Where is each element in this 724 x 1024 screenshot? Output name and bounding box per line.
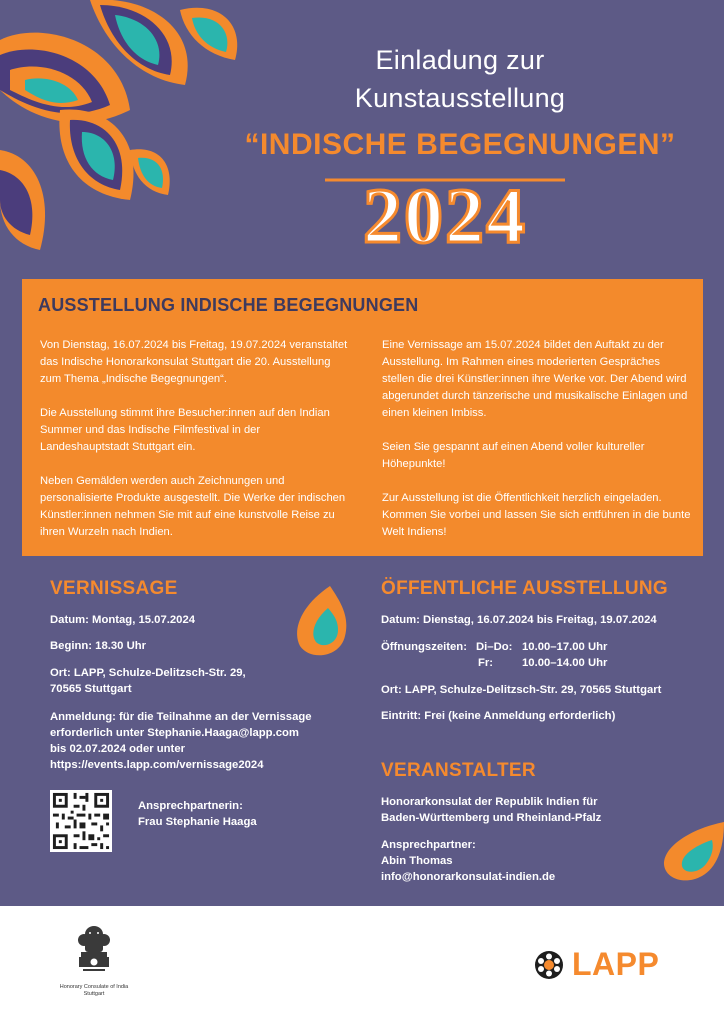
exhibition-entry: Eintritt: Frei (keine Anmeldung erforderlich) <box>381 710 616 722</box>
exhibition-date: Datum: Dienstag, 16.07.2024 bis Freitag, 19.07.2024 <box>381 614 657 626</box>
contact-name: Abin Thomas <box>381 855 453 867</box>
organizer-line: Baden-Württemberg und Rheinland-Pfalz <box>381 812 602 824</box>
vernissage-contact <box>138 798 257 830</box>
art-exhibition-line: Kunstausstellung <box>354 83 566 113</box>
footer <box>0 906 724 1024</box>
lapp-brand-text: LAPP <box>572 946 660 982</box>
organizer-line: Honorarkonsulat der Republik Indien für <box>381 796 598 808</box>
exhibition-location: Ort: LAPP, Schulze-Delitzsch-Str. 29, 70565 Stuttgart <box>381 684 662 696</box>
vernissage-location <box>50 665 246 697</box>
svg-text:2024: 2024 <box>363 172 527 252</box>
lapp-logo[interactable] <box>534 946 684 986</box>
drop-decoration-icon <box>290 586 350 658</box>
contact-email[interactable]: info@honorarkonsulat-indien.de <box>381 871 556 883</box>
registration-line: Anmeldung: für die Teilnahme an der Vernissage <box>50 711 312 723</box>
exhibition-name: “INDISCHE BEGEGNUNGEN” <box>244 128 676 161</box>
intro-paragraph: Eine Vernissage am 15.07.2024 bildet den Auftakt zu der Ausstellung. Im Rahmen eines moderierten Gespräches stellen die drei Künstler:innen ihre Werke vor. Der Abend wird abgerundet durch tänzerische und musikalische Einlagen und einen kleinen Imbiss. <box>382 339 688 419</box>
national-emblem-icon <box>74 924 114 980</box>
contact-label: Ansprechpartner: <box>381 839 476 851</box>
registration-line: bis 02.07.2024 oder unter <box>50 743 186 755</box>
registration-email[interactable]: erforderlich unter Stephanie.Haaga@lapp.com <box>50 727 299 739</box>
hours-row1-time: 10.00–17.00 Uhr <box>522 641 608 653</box>
consulate-name: Honorary Consulate of India <box>59 984 129 990</box>
registration-link[interactable]: https://events.lapp.com/vernissage2024 <box>50 759 264 771</box>
intro-box <box>22 279 703 556</box>
intro-paragraph: Zur Ausstellung ist die Öffentlichkeit herzlich eingeladen. Kommen Sie vorbei und lassen Sie sich entführen in die bunte Welt Indiens! <box>382 492 691 538</box>
hours-row1-day: Di–Do: <box>476 641 513 653</box>
contact-name: Frau Stephanie Haaga <box>138 816 257 828</box>
invitation-line: Einladung zur <box>375 45 545 75</box>
consulate-city: Stuttgart <box>83 991 105 997</box>
qr-code-icon[interactable] <box>50 790 112 852</box>
intro-paragraph: Neben Gemälden werden auch Zeichnungen und personalisierte Produkte ausgestellt. Die Werke der indischen Künstler:innen nehmen Sie mit auf eine kunstvolle Reise zu ihren Wurzeln nach Indien. <box>40 475 346 538</box>
vernissage-registration <box>50 709 312 773</box>
organizer-name <box>381 794 601 826</box>
intro-column-left <box>40 337 350 558</box>
contact-label: Ansprechpartnerin: <box>138 800 243 812</box>
intro-heading: AUSSTELLUNG INDISCHE BEGEGNUNGEN <box>38 295 419 315</box>
lapp-logo-icon <box>534 950 564 980</box>
location-line: Ort: LAPP, Schulze-Delitzsch-Str. 29, <box>50 667 246 679</box>
exhibition-title: ÖFFENTLICHE AUSSTELLUNG <box>381 578 668 599</box>
organizer-title: VERANSTALTER <box>381 760 536 781</box>
intro-paragraph: Seien Sie gespannt auf einen Abend voller kultureller Höhepunkte! <box>382 441 645 470</box>
hours-row2-day: Fr: <box>478 657 494 669</box>
vernissage-start: Beginn: 18.30 Uhr <box>50 640 147 652</box>
organizer-contact <box>381 837 555 885</box>
intro-column-right <box>382 337 694 558</box>
intro-paragraph: Von Dienstag, 16.07.2024 bis Freitag, 19.07.2024 veranstaltet das Indische Honorarkonsulat Stuttgart die 20. Ausstellung zum Thema „Indische Begegnungen“. <box>40 339 348 385</box>
consulate-label <box>50 984 138 998</box>
vernissage-date: Datum: Montag, 15.07.2024 <box>50 614 196 626</box>
hours-row2-time: 10.00–14.00 Uhr <box>522 657 608 669</box>
opening-hours-label: Öffnungszeiten: <box>381 641 467 653</box>
location-line: 70565 Stuttgart <box>50 683 132 695</box>
drop-decoration-icon <box>654 820 724 884</box>
vernissage-title: VERNISSAGE <box>50 578 178 599</box>
year-title <box>315 172 575 252</box>
intro-paragraph: Die Ausstellung stimmt ihre Besucher:innen auf den Indian Summer und das Indische Filmfestival in der Landeshauptstadt Stuttgart ein. <box>40 407 330 453</box>
